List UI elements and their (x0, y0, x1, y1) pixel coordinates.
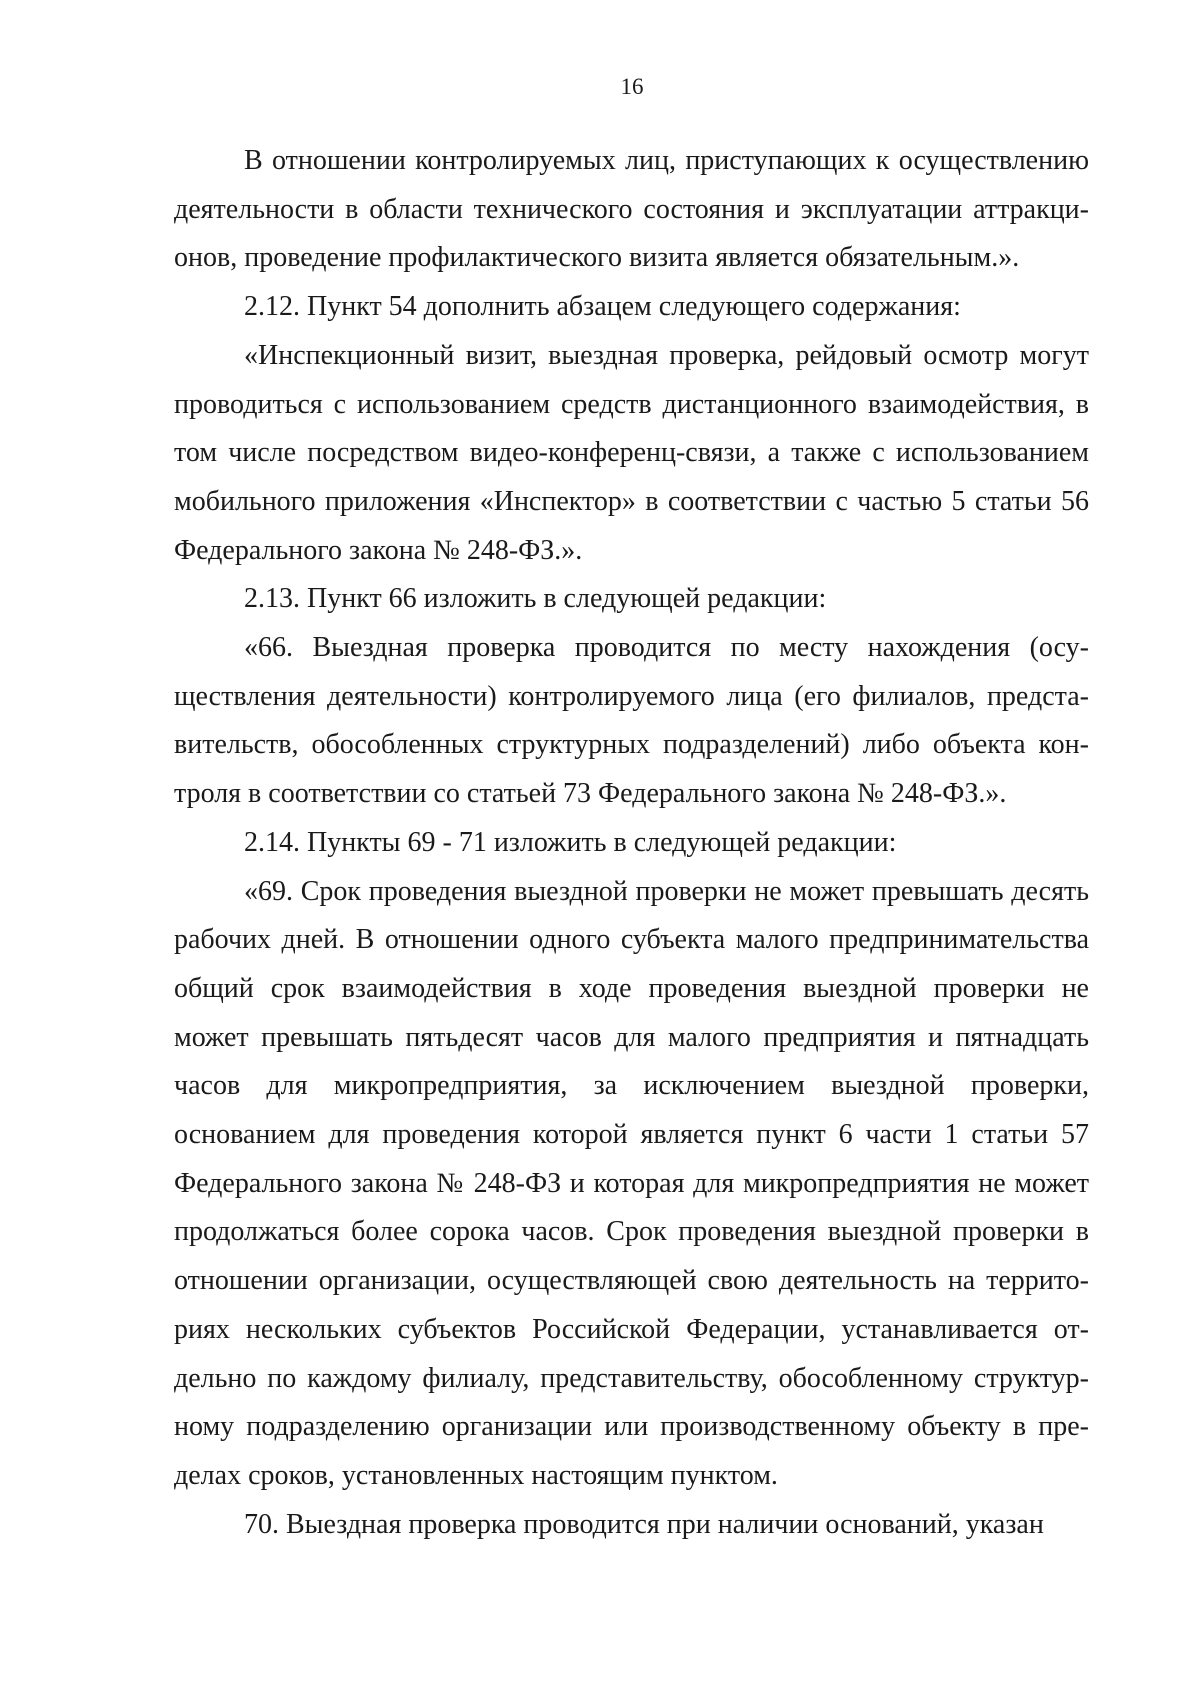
paragraph-visit-mandatory: В отношении контролируемых лиц, приступающих к осуществлению деятельности в области технического состояния и эксплуатации аттракционов, проведение профилактического визита является обязательным.». (174, 145, 1089, 274)
paragraph-item-2-13: 2.13. Пункт 66 изложить в следующей редакции: (244, 583, 827, 615)
paragraph-item-2-14: 2.14. Пункты 69 - 71 изложить в следующей редакции: (244, 826, 897, 858)
paragraph-item-70: 70. Выездная проверка проводится при наличии оснований, указан (244, 1508, 1044, 1540)
paragraph-item-66: «66. Выездная проверка проводится по месту нахождения (осуществления деятельности) контролируемого лица (его филиалов, представительств, обособленных структурных подразделений) либо объекта контроля в соответствии со статьей 73 Федерального закона № 248-ФЗ.». (174, 632, 1089, 810)
paragraph-item-69: «69. Срок проведения выездной проверки не может превышать десять рабочих дней. В отношении одного субъекта малого предпринимательства общий срок взаимодействия в ходе проведения выездной проверки не может превышать пятьдесят часов для малого предприятия и пятнадцать часов для микропредприятия, за исключением выездной проверки, основанием для проведения которой является пункт 6 части 1 статьи 57 Федерального закона № 248-ФЗ и которая для микропредприятия не может продолжаться более сорока часов. Срок проведения выездной проверки в отношении организации, осуществляющей свою деятельность на территориях нескольких субъектов Российской Федерации, устанавливается отдельно по каждому филиалу, представительству, обособленному структурному подразделению организации или производственному объекту в пределах сроков, установленных настоящим пунктом. (174, 875, 1089, 1491)
document-body (174, 137, 1089, 1549)
paragraph-item-2-12: 2.12. Пункт 54 дополнить абзацем следующего содержания: (244, 291, 961, 323)
page-number: 16 (620, 74, 644, 99)
paragraph-remote-interaction: «Инспекционный визит, выездная проверка, рейдовый осмотр могут проводиться с использованием средств дистанционного взаимодействия, в том числе посредством видео-конференц-связи, а также с использованием мобильного приложения «Инспектор» в соответствии с частью 5 статьи 56 Федерального закона № 248-ФЗ.». (174, 339, 1089, 566)
